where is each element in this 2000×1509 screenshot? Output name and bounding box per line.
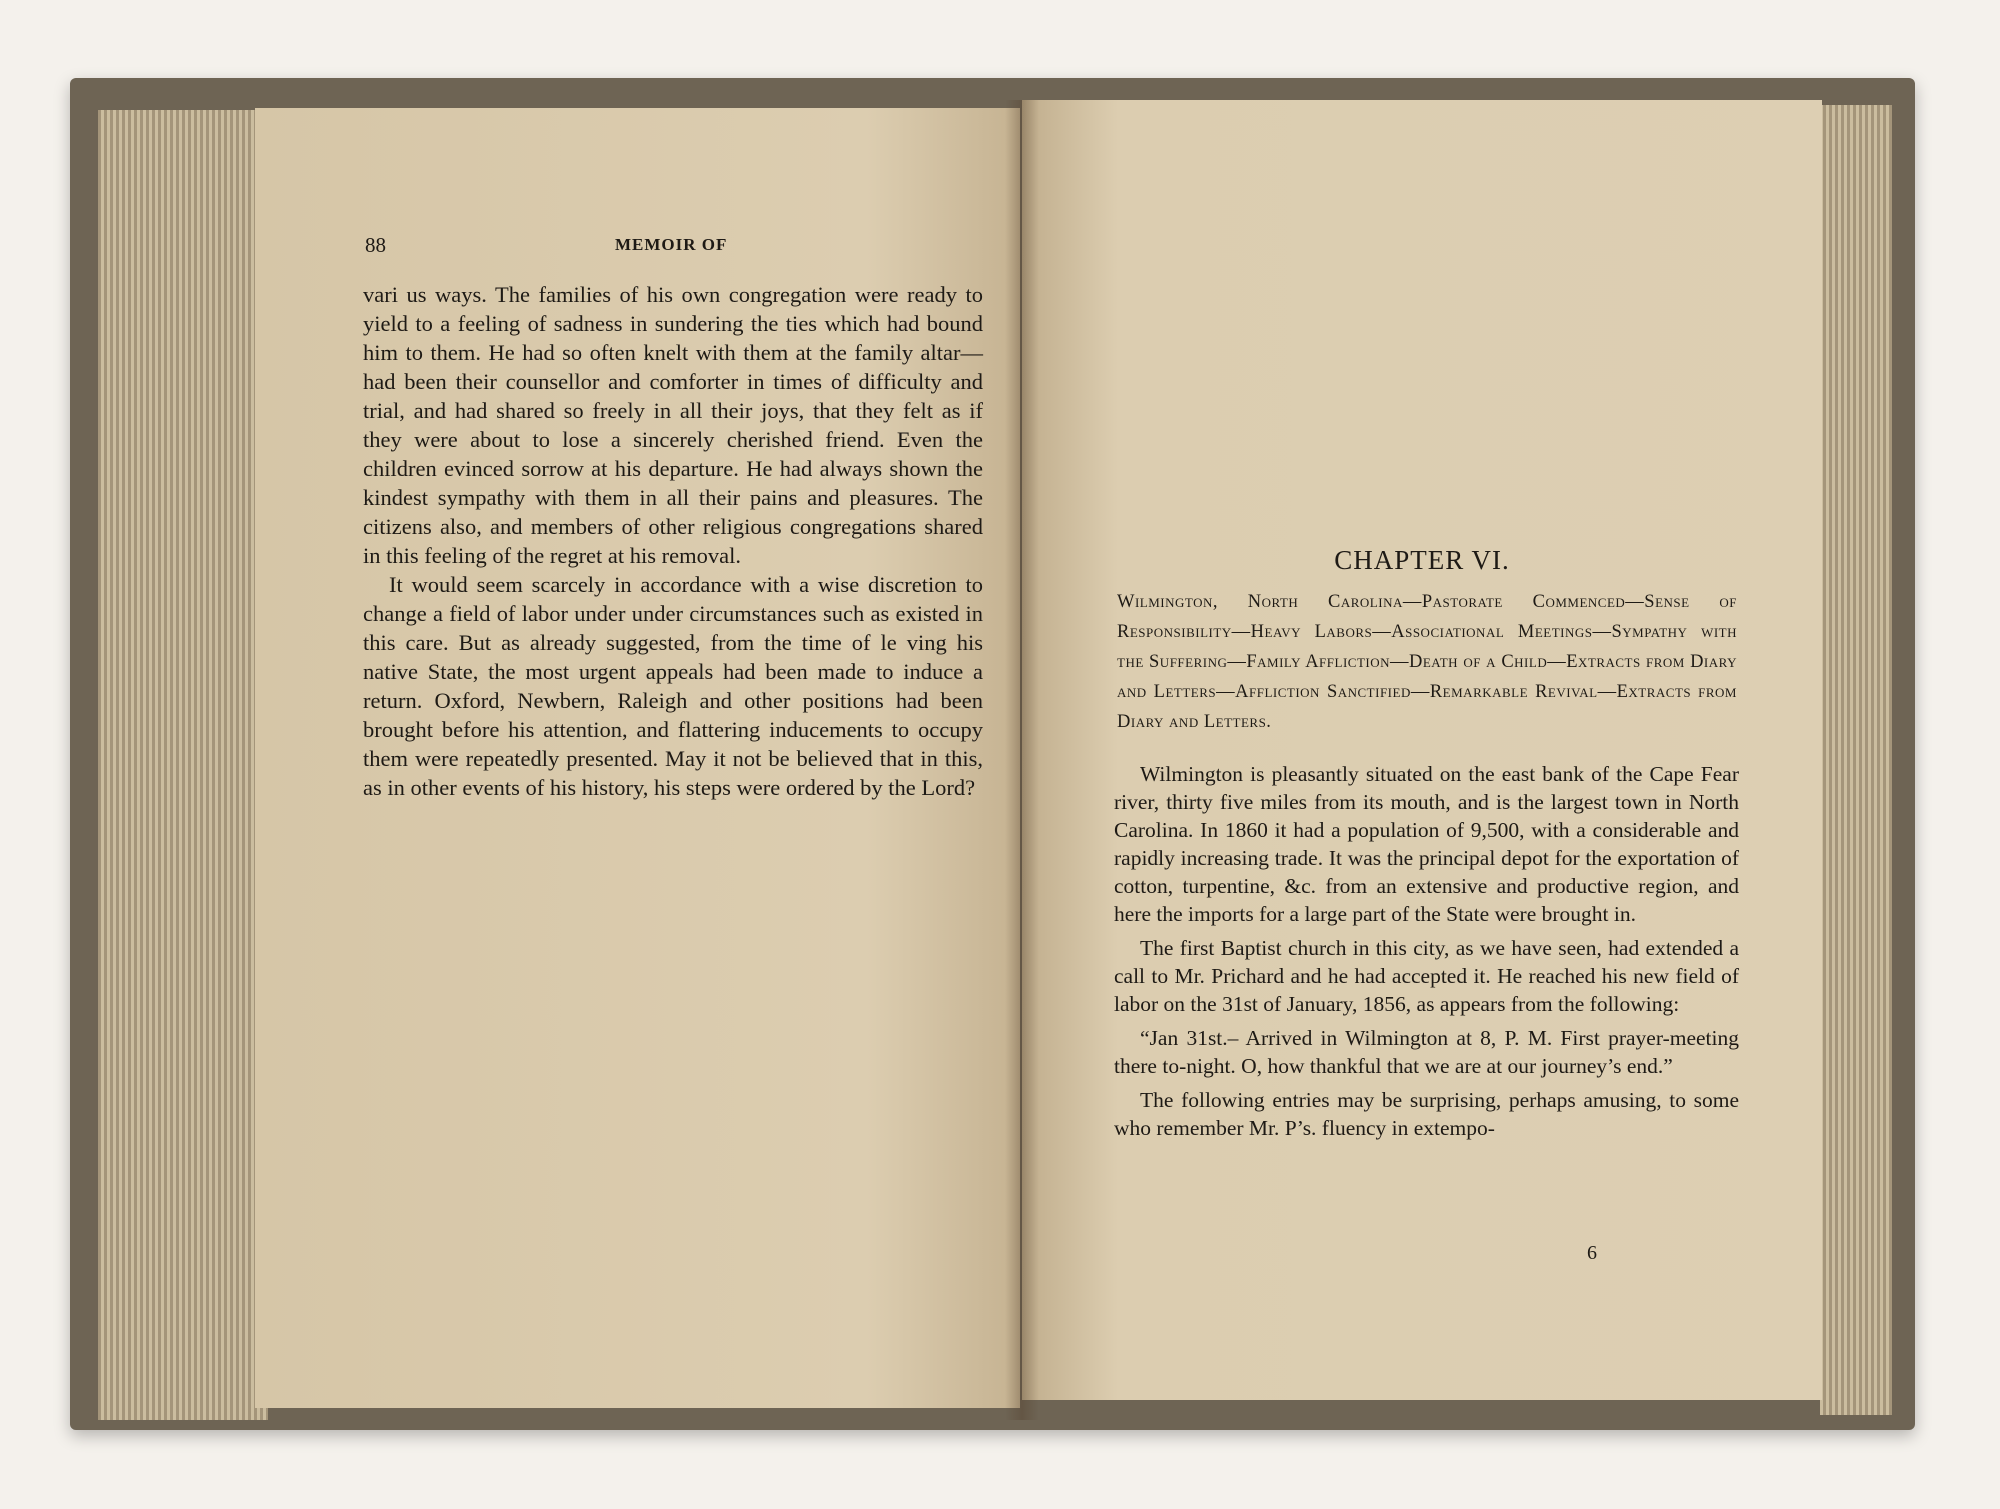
left-page: [255, 108, 1020, 1408]
paragraph: “Jan 31st.– Arrived in Wilmington at 8, P. M. First prayer-meeting there to-night. O, how thankful that we are at our journey’s end.”: [1114, 1026, 1739, 1078]
paragraph: The following entries may be surprising, perhaps amusing, to some who remember Mr. P’s. fluency in extempo-: [1114, 1088, 1739, 1140]
signature-mark: 6: [1587, 1242, 1597, 1264]
page-edges-right: [1820, 105, 1892, 1415]
page-number: 88: [365, 233, 386, 257]
paragraph: vari us ways. The families of his own congregation were ready to yield to a feeling of sadness in sundering the ties which had bound him to them. He had so often knelt with them at the family altar—had been their counsellor and comforter in times of difficulty and trial, and had shared so freely in all their joys, that they felt as if they were about to lose a sincerely cherished friend. Even the children evinced sorrow at his departure. He had always shown the kindest sympathy with them in all their pains and pleasures. The citizens also, and members of other religious congregations shared in this feeling of the regret at his removal.: [363, 282, 983, 568]
right-page: [1022, 100, 1822, 1400]
paragraph: The first Baptist church in this city, as we have seen, had extended a call to Mr. Prichard and he had accepted it. He reached his new field of labor on the 31st of January, 1856, as appears from the following:: [1114, 936, 1739, 1016]
paragraph: Wilmington is pleasantly situated on the east bank of the Cape Fear river, thirty five miles from its mouth, and is the largest town in North Carolina. In 1860 it had a population of 9,500, with a considerable and rapidly increasing trade. It was the principal depot for the exportation of cotton, turpentine, &c. from an extensive and productive region, and here the imports for a large part of the State were brought in.: [1114, 762, 1739, 926]
page-edges-left: [98, 110, 268, 1420]
paragraph: It would seem scarcely in accordance with a wise discretion to change a field of labor under under circumstances such as existed in this care. But as already suggested, from the time of le ving his native State, the most urgent appeals had been made to induce a return. Oxford, Newbern, Raleigh and other positions had been brought before his attention, and flattering inducements to occupy them were repeatedly presented. May it not be believed that in this, as in other events of his history, his steps were ordered by the Lord?: [363, 572, 983, 800]
chapter-summary: Wilmington, North Carolina—Pastorate Commenced—Sense of Responsibility—Heavy Labors—Associational Meetings—Sympathy with the Suffering—Family Affliction—Death of a Child—Extracts from Diary and Letters—Affliction Sanctified—Remarkable Revival—Extracts from Diary and Letters.: [1117, 592, 1737, 732]
chapter-title: CHAPTER VI.: [1334, 545, 1510, 575]
running-head-title: MEMOIR OF: [615, 235, 728, 254]
book-gutter: [1005, 100, 1039, 1420]
left-body: [363, 280, 983, 802]
right-body: [1114, 760, 1739, 1148]
